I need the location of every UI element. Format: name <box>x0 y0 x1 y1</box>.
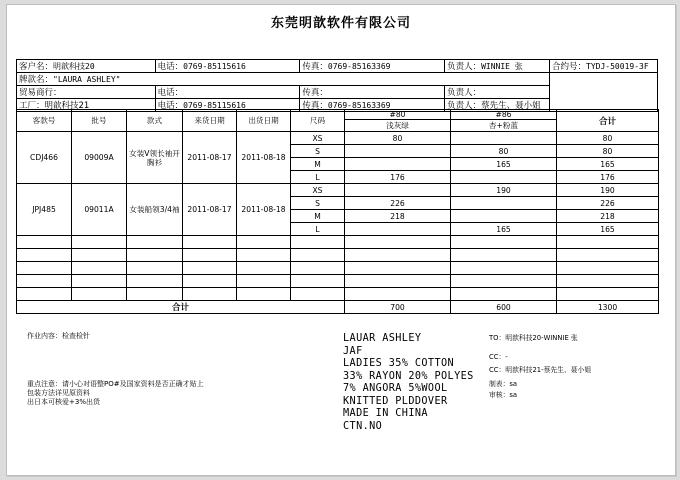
manager-value-3: 蔡先生、聂小姐 <box>481 101 541 111</box>
qty-cell: 80 <box>345 132 451 145</box>
label-line: 33% RAYON 20% POLYES <box>343 370 474 382</box>
label-line: KNITTED PLDDOVER <box>343 395 448 407</box>
order-table <box>16 109 659 314</box>
qty-cell <box>345 223 451 236</box>
qty-cell: 176 <box>345 171 451 184</box>
style-cell: 女装船领3/4袖 <box>127 184 183 236</box>
batch-cell: 09009A <box>72 132 127 184</box>
client-label: 客户名： <box>19 62 54 72</box>
label-line: LADIES 35% COTTON <box>343 358 455 369</box>
ship-cell: 2011-08-18 <box>237 132 291 184</box>
size-cell: M <box>291 210 345 223</box>
style-no-cell: CDJ466 <box>17 132 72 184</box>
qty-cell <box>451 132 557 145</box>
col-color2-no: #86 <box>451 110 557 120</box>
size-cell: XS <box>291 184 345 197</box>
cc-line-2: CC：明歆科技21-蔡先生、聂小姐 <box>489 366 592 374</box>
manager-cell-2 <box>445 86 550 99</box>
label-line: LAUAR ASHLEY <box>343 333 422 344</box>
sum-color1: 700 <box>345 301 451 314</box>
qty-cell: 80 <box>451 145 557 158</box>
phone-label-2: 电话： <box>157 88 184 98</box>
prepared-by: 制表：sa <box>489 380 518 388</box>
qty-cell: 226 <box>345 197 451 210</box>
cc-line-1: CC：- <box>489 353 508 361</box>
total-cell: 226 <box>557 197 659 210</box>
qty-cell <box>345 158 451 171</box>
carton-label-text <box>343 333 474 433</box>
manager-cell-1 <box>445 60 550 73</box>
label-line: MADE IN CHINA <box>343 408 428 419</box>
fax-cell-1 <box>300 60 445 73</box>
qty-cell: 165 <box>451 223 557 236</box>
col-ship: 出货日期 <box>237 110 291 132</box>
empty-row <box>17 275 659 288</box>
key-attention-note: 重点注意：请小心对语整PO#及国家资料是否正确才贴上 <box>27 380 204 388</box>
size-cell: M <box>291 158 345 171</box>
total-cell: 80 <box>557 132 659 145</box>
col-total: 合计 <box>557 110 659 132</box>
size-cell: XS <box>291 132 345 145</box>
col-color1-name: 浅灰绿 <box>345 120 451 132</box>
phone-label-1: 电话： <box>157 62 184 72</box>
client-cell <box>17 60 156 73</box>
label-line: 7% ANGORA 5%WOOL <box>343 383 448 394</box>
brand-value: "LAURA ASHLEY" <box>53 75 121 84</box>
blank-side-cell <box>550 73 658 112</box>
qty-cell <box>345 184 451 197</box>
style-cell: 女装V领长袖开胸衫 <box>127 132 183 184</box>
manager-value-1: WINNIE 张 <box>481 62 523 71</box>
sum-total: 1300 <box>557 301 659 314</box>
col-color2-name: 杏+粉蓝 <box>451 120 557 132</box>
phone-value-1: 0769-85115616 <box>183 62 246 71</box>
total-cell: 165 <box>557 158 659 171</box>
total-cell: 165 <box>557 223 659 236</box>
sum-row <box>17 301 659 314</box>
manager-label-3: 负责人： <box>447 101 482 111</box>
label-line: CTN.NO <box>343 420 383 432</box>
arrival-cell: 2011-08-17 <box>183 184 237 236</box>
client-value: 明歆科技20 <box>53 62 95 71</box>
phone-value-3: 0769-85115616 <box>183 101 246 110</box>
qty-cell <box>451 197 557 210</box>
batch-cell: 09011A <box>72 184 127 236</box>
col-style: 款式 <box>127 110 183 132</box>
fax-value-3: 0769-85163369 <box>327 101 391 110</box>
contract-cell <box>550 60 658 73</box>
header-info-table <box>16 59 658 112</box>
empty-row <box>17 262 659 275</box>
qty-cell: 165 <box>451 158 557 171</box>
phone-cell-1 <box>155 60 300 73</box>
company-title: 东莞明歆软件有限公司 <box>270 16 411 31</box>
document-page <box>6 4 676 476</box>
ship-cell: 2011-08-18 <box>237 184 291 236</box>
qty-cell: 218 <box>345 210 451 223</box>
col-color1-no: #80 <box>345 110 451 120</box>
col-arrival: 来货日期 <box>183 110 237 132</box>
style-no-cell: JPJ485 <box>17 184 72 236</box>
brand-cell <box>17 73 550 86</box>
work-content-note: 作业内容：检查检针 <box>27 332 90 340</box>
table-row <box>17 132 659 145</box>
size-cell: L <box>291 171 345 184</box>
col-style-no: 客款号 <box>17 110 72 132</box>
manager-label-2: 负责人： <box>447 88 482 98</box>
qty-cell <box>451 171 557 184</box>
empty-row <box>17 249 659 262</box>
brand-label: 牌款名： <box>19 75 54 85</box>
checked-by: 审核：sa <box>489 391 518 399</box>
fax-cell-2 <box>300 86 445 99</box>
fax-label-3: 传真： <box>302 101 328 111</box>
qty-cell: 190 <box>451 184 557 197</box>
empty-row <box>17 288 659 301</box>
total-cell: 190 <box>557 184 659 197</box>
factory-label: 工厂： <box>19 101 45 111</box>
fax-value-1: 0769-85163369 <box>327 62 391 71</box>
contract-value: TYDJ-50019-3F <box>586 62 649 71</box>
qty-cell <box>345 145 451 158</box>
label-line: JAF <box>343 345 363 357</box>
arrival-cell: 2011-08-17 <box>183 132 237 184</box>
col-batch: 批号 <box>72 110 127 132</box>
manager-label-1: 负责人： <box>447 62 482 72</box>
empty-row <box>17 236 659 249</box>
size-cell: S <box>291 197 345 210</box>
factory-value: 明歆科技21 <box>44 101 90 111</box>
table-row <box>17 184 659 197</box>
packing-note: 包装方法详见原资料 <box>27 389 90 397</box>
sum-color2: 600 <box>451 301 557 314</box>
phone-label-3: 电话： <box>157 101 184 111</box>
total-cell: 176 <box>557 171 659 184</box>
trader-cell <box>17 86 156 99</box>
col-size: 尺码 <box>291 110 345 132</box>
to-recipient: TO：明歆科技20-WINNIE 张 <box>489 334 578 342</box>
size-cell: S <box>291 145 345 158</box>
size-cell: L <box>291 223 345 236</box>
fax-label-2: 传真： <box>302 88 328 98</box>
fax-label-1: 传真： <box>302 62 328 72</box>
qty-cell <box>451 210 557 223</box>
contract-label: 合约号： <box>552 62 587 72</box>
trader-label: 贸易商行： <box>19 88 62 98</box>
sum-label: 合计 <box>17 301 345 314</box>
table-header-row <box>17 110 659 120</box>
phone-cell-2 <box>155 86 300 99</box>
total-cell: 80 <box>557 145 659 158</box>
total-cell: 218 <box>557 210 659 223</box>
shipping-note: 出日本可核爱+3%出货 <box>27 398 100 406</box>
